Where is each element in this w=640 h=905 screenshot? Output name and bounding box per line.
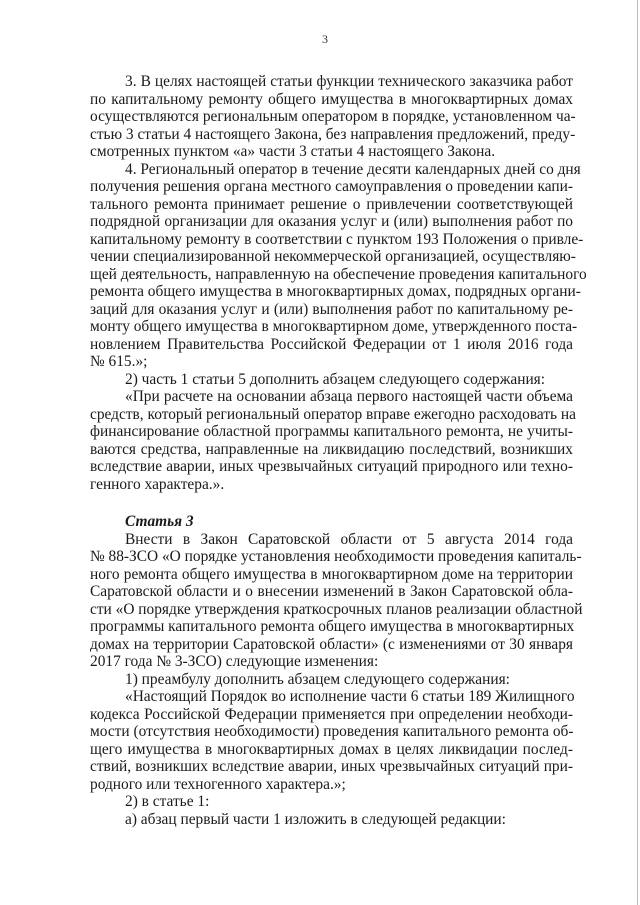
paragraph xyxy=(90,530,583,671)
text-line: стью 3 статьи 4 настоящего Закона, без направления предложений, преду- xyxy=(90,125,576,143)
page-number: 3 xyxy=(322,32,328,46)
text-line: домах на территории Саратовской области» (с изменениями от 30 января xyxy=(90,635,573,653)
text-line: финансирование областной программы капитального ремонта, не учиты- xyxy=(90,423,573,440)
text-line: тального ремонта принимает решение о привлечении соответствующей xyxy=(90,195,573,213)
document-body xyxy=(90,73,587,828)
paragraph xyxy=(90,160,587,371)
text-line: № 88-ЗСО «О порядке установления необходимости проведения капиталь- xyxy=(90,548,582,565)
text-line: по капитальному ремонту общего имущества в многоквартирных домах xyxy=(90,90,573,108)
text-line: заций для оказания услуг и (или) выполнения работ по капитальному ре- xyxy=(90,300,573,318)
text-line: Статья 3 xyxy=(125,513,194,530)
text-line: новлением Правительства Российской Федерации от 1 июля 2016 года xyxy=(90,335,573,353)
text-line: чении специализированной некоммерческой организацией, осуществляю- xyxy=(90,248,576,265)
paragraph xyxy=(90,671,573,689)
text-line: осуществляются региональным оператором в порядке, установленном ча- xyxy=(90,108,576,125)
text-line: 1) преамбулу дополнить абзацем следующего содержания: xyxy=(125,670,510,688)
text-line: ствий, возникших вследствие аварии, иных чрезвычайных ситуаций при- xyxy=(90,758,573,775)
text-line: подрядной организации для оказания услуг и (или) выполнения работ по xyxy=(90,213,573,230)
text-line: 2017 года № 3-ЗСО) следующие изменения: xyxy=(90,653,379,670)
text-line: монту общего имущества в многоквартирном доме, утвержденного поста- xyxy=(90,318,578,335)
text-line: мости (отсутствия необходимости) проведения капитального ремонта об- xyxy=(90,723,574,740)
text-line: щего имущества в многоквартирных домах в целях ликвидации послед- xyxy=(90,740,573,758)
text-line: сти «О порядке утверждения краткосрочных планов реализации областной xyxy=(90,600,583,618)
paragraph xyxy=(90,793,573,811)
paragraph-gap xyxy=(90,493,573,513)
paragraph xyxy=(90,388,576,493)
paragraph xyxy=(90,811,573,829)
text-line: программы капитального ремонта общего имущества в многоквартирных xyxy=(90,618,575,635)
text-line: получения решения органа местного самоуправления о проведении капи- xyxy=(90,178,573,195)
paragraph xyxy=(90,688,573,793)
text-line: ремонта общего имущества в многоквартирных домах, подрядных органи- xyxy=(90,283,581,300)
text-line: родного или техногенного характера.»; xyxy=(90,775,346,793)
text-line: «При расчете на основании абзаца первого настоящей части объема xyxy=(125,388,573,405)
text-line: Внести в Закон Саратовской области от 5 августа 2014 года xyxy=(125,530,573,548)
text-line: Саратовской области и о внесении изменений в Закон Саратовской обла- xyxy=(90,583,573,600)
scan-edge xyxy=(637,0,638,905)
text-line: 2) часть 1 статьи 5 дополнить абзацем следующего содержания: xyxy=(125,370,546,388)
paragraph xyxy=(90,371,573,389)
text-line: щей деятельность, направленную на обеспечение проведения капитального xyxy=(90,265,587,283)
text-line: смотренных пунктом «а» части 3 статьи 4 настоящего Закона. xyxy=(90,143,496,160)
text-line: капитальному ремонту в соответствии с пунктом 193 Положения о привле- xyxy=(90,230,584,248)
text-line: ваются средства, направленные на ликвидацию последствий, возникших xyxy=(90,440,573,458)
text-line: 3. В целях настоящей статьи функции технического заказчика работ xyxy=(125,73,573,90)
article-heading xyxy=(90,513,573,531)
text-line: кодекса Российской Федерации применяется при определении необходи- xyxy=(90,705,573,723)
text-line: «Настоящий Порядок во исполнение части 6 статьи 189 Жилищного xyxy=(125,688,575,705)
text-line: средств, который региональный оператор вправе ежегодно расходовать на xyxy=(90,405,576,423)
text-line: 4. Региональный оператор в течение десяти календарных дней со дня xyxy=(125,160,581,178)
text-line: вследствие аварии, иных чрезвычайных ситуаций природного или техно- xyxy=(90,458,573,475)
text-line: 2) в статье 1: xyxy=(125,793,210,810)
text-line: а) абзац первый части 1 изложить в следующей редакции: xyxy=(125,810,506,828)
text-line: № 615.»; xyxy=(90,353,148,370)
text-line: генного характера.». xyxy=(90,475,225,493)
text-line: ного ремонта общего имущества в многоквартирном доме на территории xyxy=(90,565,573,583)
paragraph xyxy=(90,73,576,161)
